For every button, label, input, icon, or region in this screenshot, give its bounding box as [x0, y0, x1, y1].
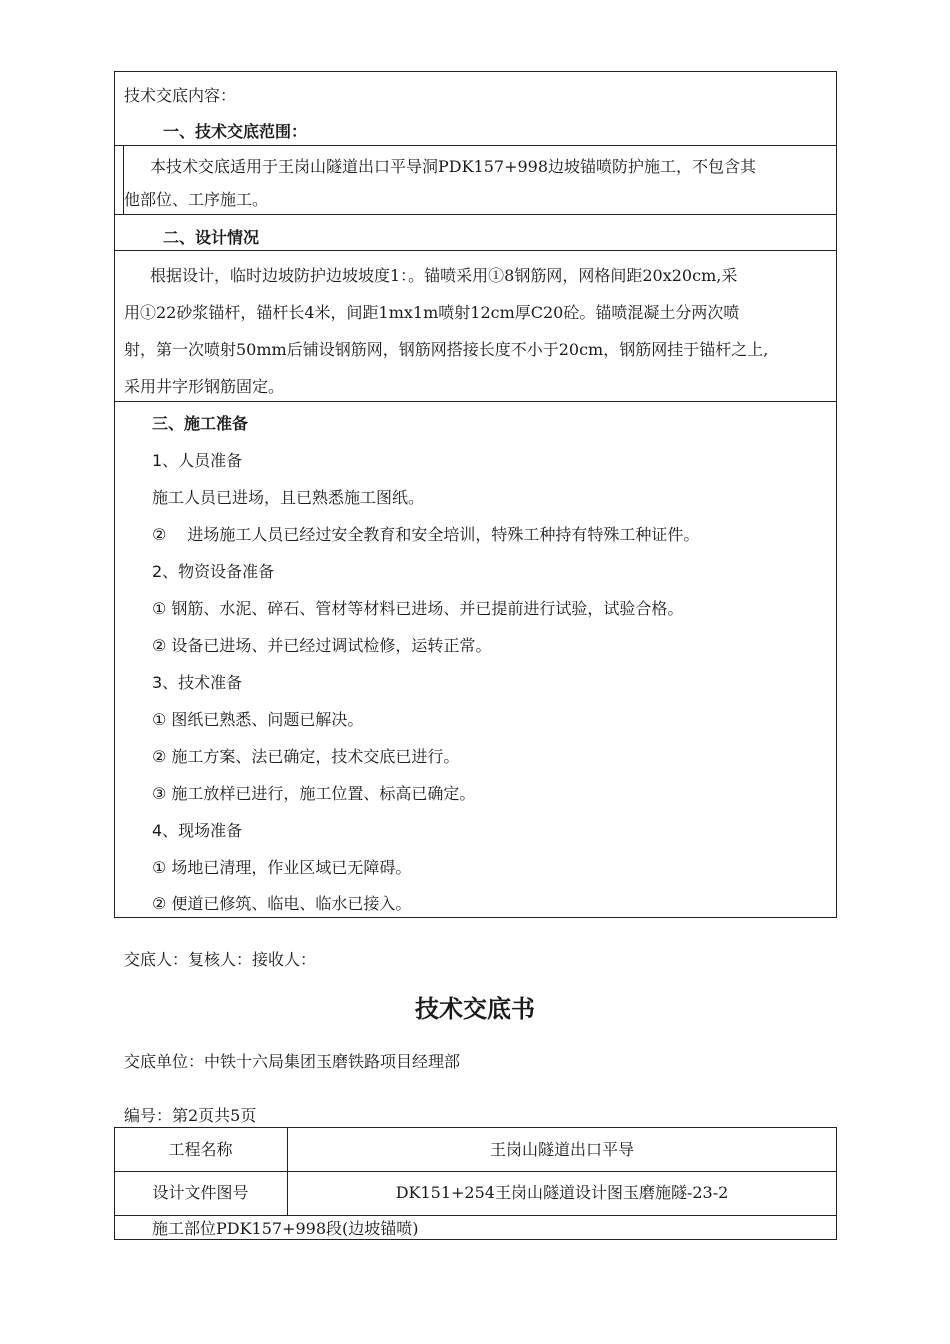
- document-title: 技术交底书: [415, 995, 535, 1023]
- signature-line: 交底人：复核人：接收人：: [124, 950, 317, 969]
- prep-line-2: 施工人员已进场，且已熟悉施工图纸。: [152, 488, 425, 507]
- scope-text-line-1: 本技术交底适用于王岗山隧道出口平导洞PDK157+998边坡锚喷防护施工，不包含其: [150, 157, 757, 176]
- page-number-info: 编号：第2页共5页: [124, 1106, 257, 1125]
- prep-line-1: 1、人员准备: [152, 451, 243, 470]
- issuing-unit: 交底单位：中铁十六局集团玉磨铁路项目经理部: [124, 1052, 461, 1071]
- info-table-row-divider-2: [114, 1215, 837, 1216]
- prep-line-10: ③ 施工放样已进行，施工位置、标高已确定。: [152, 784, 476, 803]
- design-doc-value: DK151+254王岗山隧道设计图玉磨施隧-23-2: [395, 1183, 729, 1202]
- scope-text-line-2: 他部位、工序施工。: [124, 190, 269, 209]
- project-name-label: 工程名称: [168, 1140, 233, 1159]
- info-table-row-divider-1: [114, 1171, 837, 1172]
- prep-line-6: ② 设备已进场、并已经过调试检修，运转正常。: [152, 636, 492, 655]
- design-line-2: 用①22砂浆锚杆，锚杆长4米，间距1mx1m喷射12cm厚C20砼。锚喷混凝土分两次喷: [124, 303, 740, 322]
- design-line-1: 根据设计，临时边坡防护边坡坡度1：。锚喷采用①8钢筋网，网格间距20x20cm,采: [150, 266, 738, 285]
- scope-heading: 一、技术交底范围：: [163, 122, 308, 141]
- prep-line-11: 4、现场准备: [152, 821, 243, 840]
- prep-line-5: ① 钢筋、水泥、碎石、管材等材料已进场、并已提前进行试验，试验合格。: [152, 599, 684, 618]
- design-line-3: 射，第一次喷射50mm后铺设钢筋网，钢筋网搭接长度不小于20cm，钢筋网挂于锚杆之上,: [124, 340, 769, 359]
- prep-line-12: ① 场地已清理，作业区域已无障碍。: [152, 858, 412, 877]
- design-line-4: 采用井字形钢筋固定。: [124, 377, 285, 396]
- design-doc-label: 设计文件图号: [152, 1183, 249, 1202]
- prep-line-8: ① 图纸已熟悉、问题已解决。: [152, 710, 364, 729]
- construction-location: 施工部位PDK157+998段(边坡锚喷): [152, 1219, 419, 1238]
- project-name-value: 王岗山隧道出口平导: [489, 1140, 634, 1159]
- prep-line-7: 3、技术准备: [152, 673, 243, 692]
- content-label: 技术交底内容：: [124, 86, 237, 105]
- prep-line-3: ② 进场施工人员已经过安全教育和安全培训，特殊工种持有特殊工种证件。: [152, 525, 700, 544]
- prep-line-4: 2、物资设备准备: [152, 562, 275, 581]
- prep-line-13: ② 便道已修筑、临电、临水已接入。: [152, 894, 412, 913]
- preparation-heading: 三、施工准备: [152, 414, 249, 433]
- design-heading: 二、设计情况: [163, 228, 260, 247]
- prep-line-9: ② 施工方案、法已确定，技术交底已进行。: [152, 747, 460, 766]
